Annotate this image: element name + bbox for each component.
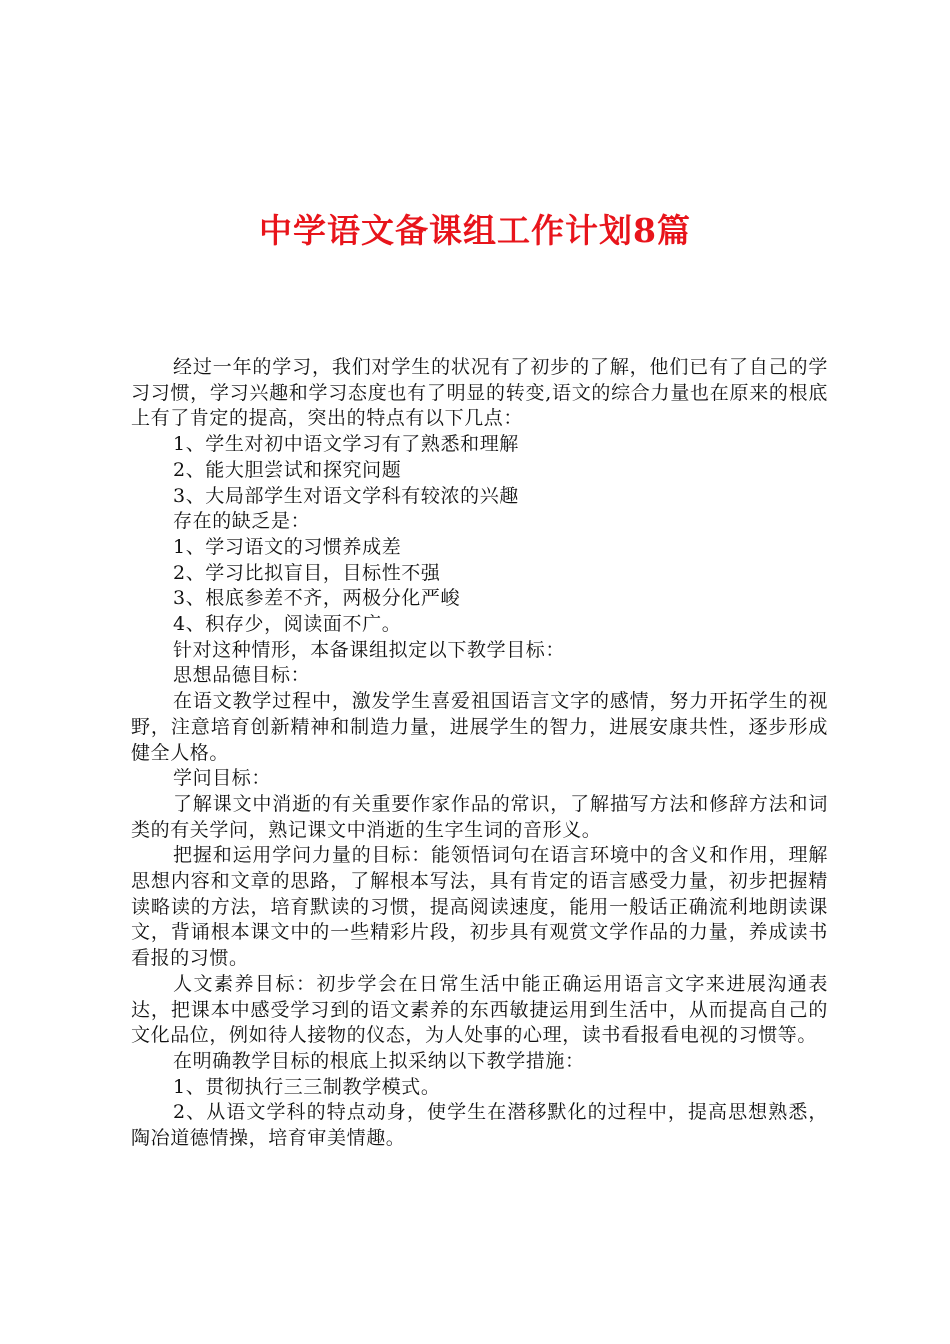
- document-body: [131, 355, 828, 1152]
- paragraph: 1、学生对初中语文学习有了熟悉和理解: [173, 433, 519, 456]
- paragraph: 针对这种情形，本备课组拟定以下教学目标：: [173, 638, 566, 661]
- paragraph: 1、学习语文的习惯养成差: [173, 535, 402, 558]
- paragraph: 经过一年的学习，我们对学生的状况有了初步的了解，他们已有了自己的学习习惯，学习兴趣和学习态度也有了明显的转变,语文的综合力量也在原来的根底上有了肯定的提高，突出的特点有以下几点：: [131, 356, 828, 430]
- paragraph: 2、学习比拟盲目，目标性不强: [173, 561, 441, 584]
- paragraph: 思想品德目标：: [173, 664, 311, 687]
- paragraph: 了解课文中消逝的有关重要作家作品的常识，了解描写方法和修辞方法和词类的有关学问，熟记课文中消逝的生字生词的音形义。: [131, 792, 828, 841]
- paragraph: 4、积存少，阅读面不广。: [173, 613, 402, 636]
- paragraph: 在明确教学目标的根底上拟采纳以下教学措施：: [173, 1049, 585, 1072]
- paragraph: 存在的缺乏是：: [173, 510, 311, 533]
- paragraph: 2、能大胆尝试和探究问题: [173, 458, 402, 481]
- paragraph: 3、大局部学生对语文学科有较浓的兴趣: [173, 484, 519, 507]
- paragraph: 2、从语文学科的特点动身，使学生在潜移默化的过程中，提高思想熟悉，陶冶道德情操，培育审美情趣。: [131, 1101, 828, 1150]
- paragraph: 3、根底参差不齐，两极分化严峻: [173, 587, 461, 610]
- paragraph: 在语文教学过程中，激发学生喜爱祖国语言文字的感情，努力开拓学生的视野，注意培育创新精神和制造力量，进展学生的智力，进展安康共性，逐步形成健全人格。: [131, 690, 828, 764]
- paragraph: 学问目标：: [173, 767, 272, 790]
- document-title: 中学语文备课组工作计划8篇: [259, 211, 691, 250]
- paragraph: 人文素养目标：初步学会在日常生活中能正确运用语言文字来进展沟通表达，把课本中感受学习到的语文素养的东西敏捷运用到生活中，从而提高自己的文化品位，例如待人接物的仪态，为人处事的心理，读书看报看电视的习惯等。: [131, 972, 828, 1047]
- paragraph: 把握和运用学问力量的目标：能领悟词句在语言环境中的含义和作用，理解思想内容和文章的思路，了解根本写法，具有肯定的语言感受力量，初步把握精读略读的方法，培育默读的习惯，提高阅读速度，能用一般话正确流利地朗读课文，背诵根本课文中的一些精彩片段，初步具有观赏文学作品的力量，养成读书看报的习惯。: [131, 844, 828, 970]
- paragraph: 1、贯彻执行三三制教学模式。: [173, 1075, 441, 1098]
